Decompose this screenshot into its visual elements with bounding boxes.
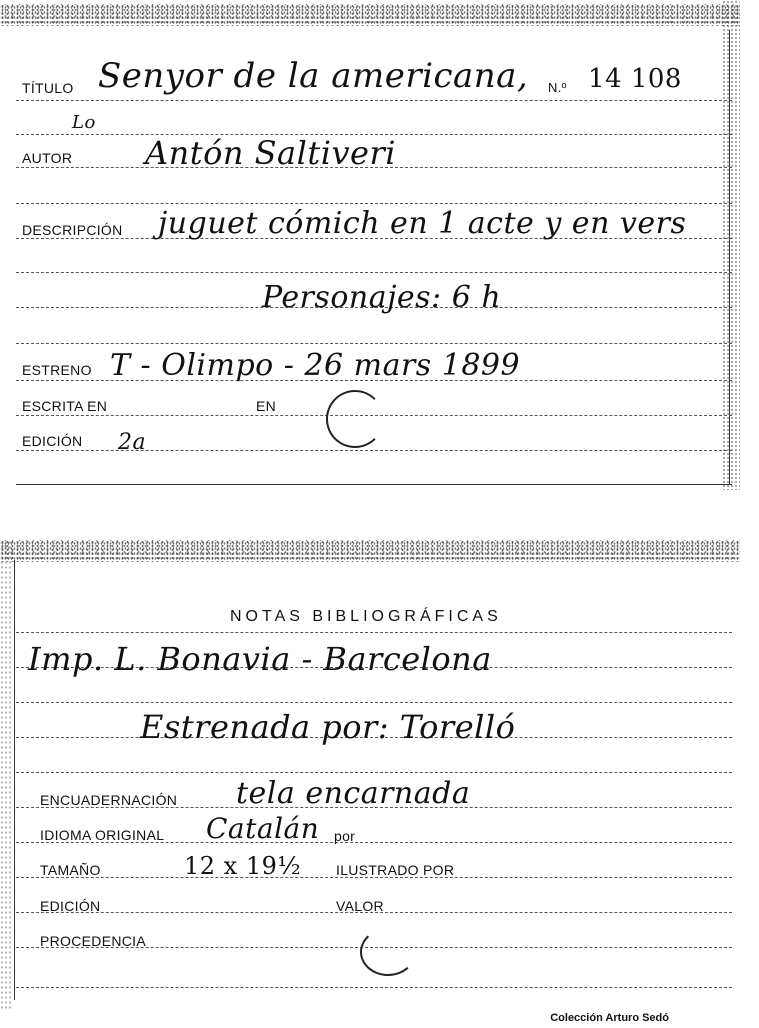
handwritten-autor: Antón Saltiveri (145, 134, 396, 172)
rule-line (16, 632, 732, 633)
label-edicion: EDICIÓN (22, 433, 83, 449)
label-autor: AUTOR (22, 150, 73, 166)
rule-line (16, 272, 732, 273)
stamp-circle (360, 928, 416, 976)
handwritten-estrenada: Estrenada por: Torelló (140, 708, 516, 746)
card-bottom-line (16, 484, 732, 485)
label-valor: VALOR (336, 898, 384, 914)
handwritten-estreno: T - Olimpo - 26 mars 1899 (110, 348, 521, 383)
handwritten-idioma: Catalán (206, 812, 320, 845)
handwritten-imprenta: Imp. L. Bonavia - Barcelona (28, 640, 492, 678)
handwritten-personajes: Personajes: 6 h (262, 280, 502, 315)
rule-line (16, 343, 732, 344)
label-en: EN (256, 398, 277, 414)
handwritten-encuadernacion: tela encarnada (236, 776, 471, 811)
label-escrita-en: ESCRITA EN (22, 398, 108, 414)
stamp-circle (326, 390, 384, 448)
label-titulo: TÍTULO (22, 80, 74, 96)
handwritten-tamano: 12 x 19½ (184, 852, 302, 880)
rule-line (16, 987, 732, 988)
rule-line (16, 203, 732, 204)
scan-edge-right (722, 0, 740, 490)
label-descripcion: DESCRIPCIÓN (22, 222, 123, 238)
label-procedencia: PROCEDENCIA (40, 933, 146, 949)
catalog-card-bottom (0, 540, 740, 1010)
label-tamano: TAMAÑO (40, 862, 101, 878)
notes-title: NOTAS BIBLIOGRÁFICAS (230, 608, 502, 625)
label-idioma-original: IDIOMA ORIGINAL (40, 827, 165, 843)
scan-speckle-top (0, 540, 740, 562)
rule-line (16, 702, 732, 703)
label-por: por (334, 828, 356, 844)
handwritten-edicion: 2a (118, 430, 147, 455)
handwritten-descripcion: juguet cómich en 1 acte y en vers (158, 206, 687, 241)
collection-credit: Colección Arturo Sedó (550, 1012, 669, 1024)
rule-line (16, 100, 732, 101)
label-ilustrado-por: ILUSTRADO POR (336, 862, 455, 878)
scan-speckle-top (0, 4, 740, 26)
label-edicion: EDICIÓN (40, 898, 101, 914)
handwritten-titulo: Senyor de la americana, (98, 56, 529, 96)
label-estreno: ESTRENO (22, 362, 92, 378)
catalog-card-top (0, 0, 740, 490)
card-left-border (14, 560, 15, 1000)
label-encuadernacion: ENCUADERNACIÓN (40, 792, 178, 808)
label-numero: N.º (548, 80, 567, 95)
handwritten-numero: 14 108 (588, 64, 682, 94)
card-right-border (729, 30, 730, 485)
scan-edge-left (0, 540, 12, 1010)
handwritten-lo-prefix: Lo (72, 112, 96, 133)
rule-line (16, 772, 732, 773)
